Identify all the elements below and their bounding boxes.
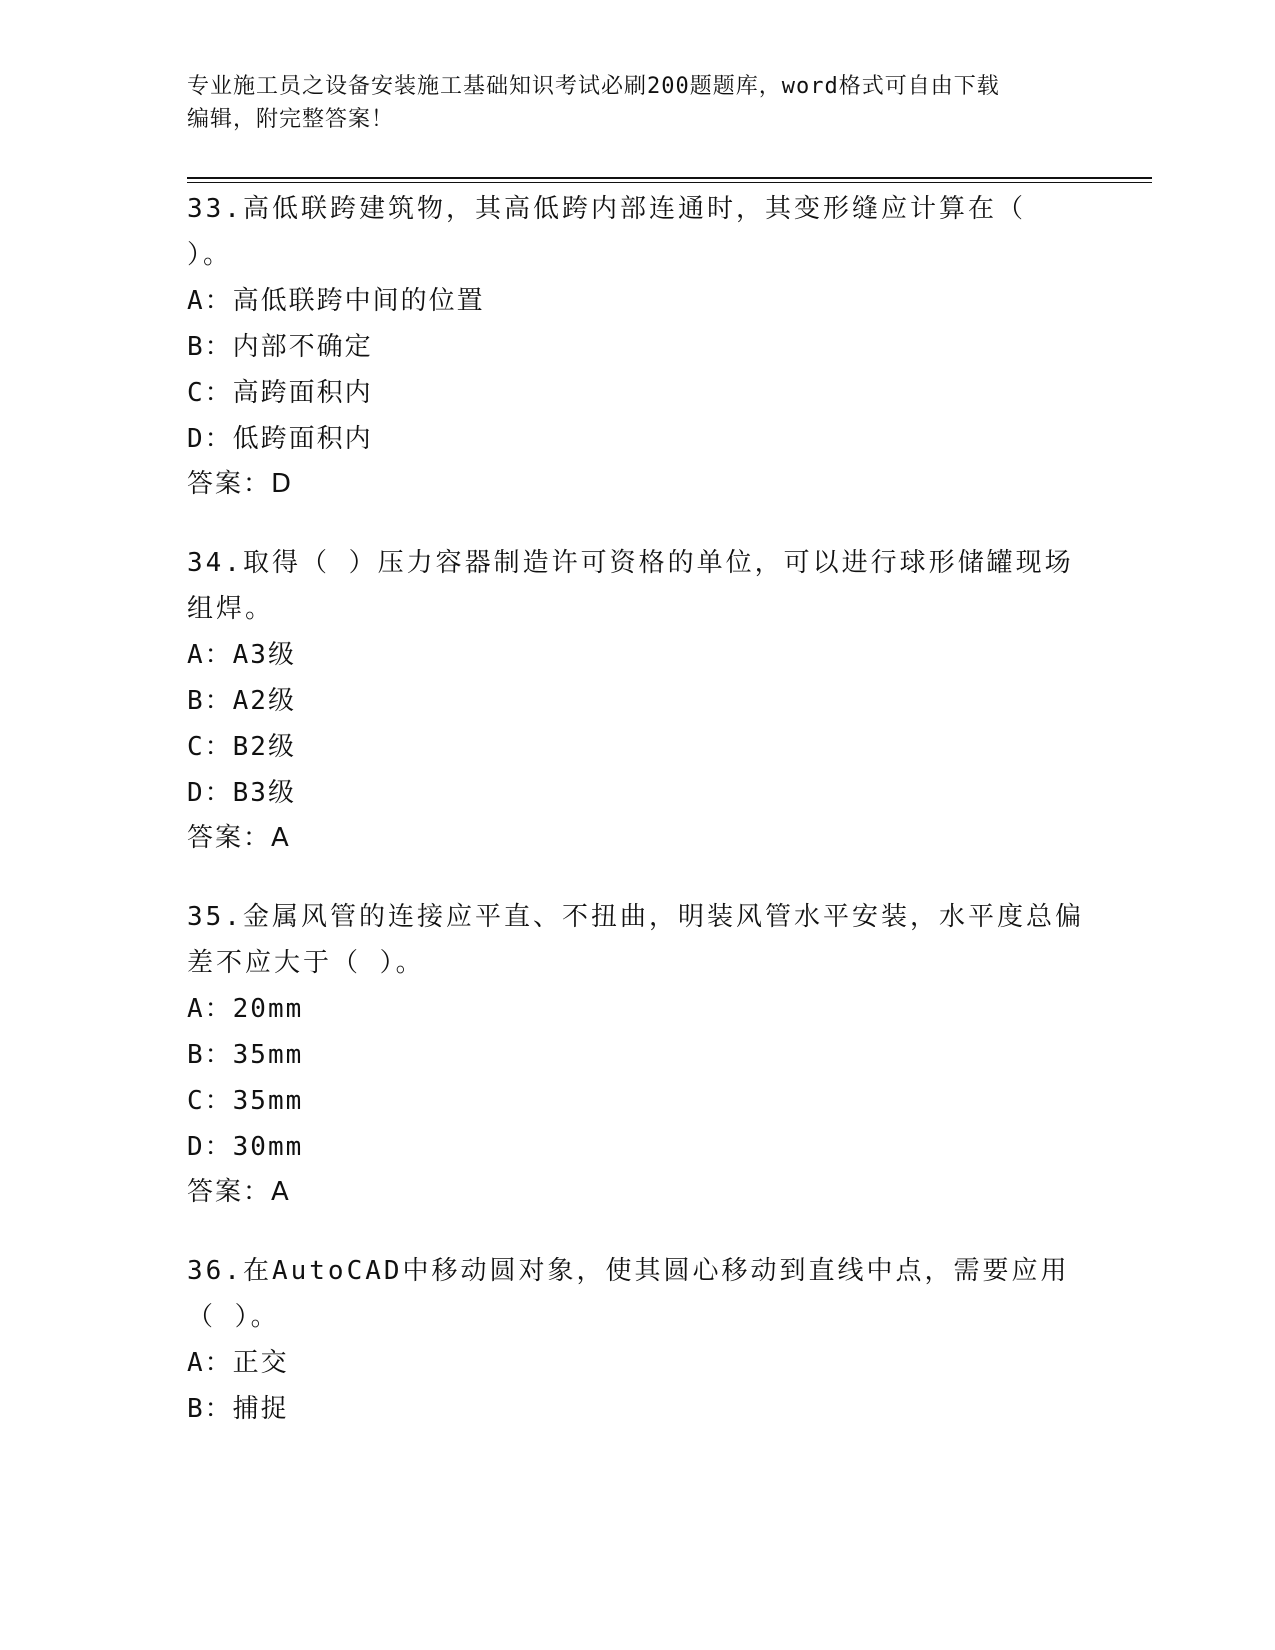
answer-line: 答案：A xyxy=(187,1177,291,1207)
header-divider-thin xyxy=(187,182,1152,183)
question-35 xyxy=(187,894,1087,1214)
option-b: B：捕捉 xyxy=(187,1394,289,1424)
option-d: D：30mm xyxy=(187,1132,304,1162)
option-a: A：20mm xyxy=(187,994,304,1024)
option-d: D：B3级 xyxy=(187,778,296,808)
question-36 xyxy=(187,1248,1087,1432)
option-a: A：高低联跨中间的位置 xyxy=(187,286,485,316)
option-a: A：正交 xyxy=(187,1348,289,1378)
option-c: C：B2级 xyxy=(187,732,296,762)
document-header xyxy=(187,70,1087,136)
answer-line: 答案：A xyxy=(187,823,291,853)
question-stem: 35.金属风管的连接应平直、不扭曲，明装风管水平安装，水平度总偏差不应大于（ ）。 xyxy=(187,902,1084,978)
question-list xyxy=(187,186,1087,1466)
header-divider-thick xyxy=(187,177,1152,179)
option-a: A：A3级 xyxy=(187,640,296,670)
option-b: B：35mm xyxy=(187,1040,304,1070)
option-b: B：内部不确定 xyxy=(187,332,373,362)
option-b: B：A2级 xyxy=(187,686,296,716)
question-34 xyxy=(187,540,1087,860)
question-stem: 33.高低联跨建筑物，其高低跨内部连通时，其变形缝应计算在（ ）。 xyxy=(187,194,1026,270)
question-stem: 36.在AutoCAD中移动圆对象，使其圆心移动到直线中点，需要应用（ ）。 xyxy=(187,1256,1070,1332)
question-33 xyxy=(187,186,1087,506)
option-c: C：35mm xyxy=(187,1086,304,1116)
header-title-line-2: 编辑，附完整答案！ xyxy=(187,107,395,132)
question-stem: 34.取得（ ）压力容器制造许可资格的单位，可以进行球形储罐现场组焊。 xyxy=(187,548,1074,624)
option-d: D：低跨面积内 xyxy=(187,424,373,454)
answer-line: 答案：D xyxy=(187,469,294,499)
option-c: C：高跨面积内 xyxy=(187,378,373,408)
header-title-line-1: 专业施工员之设备安装施工基础知识考试必刷200题题库，word格式可自由下载 xyxy=(187,74,1000,99)
